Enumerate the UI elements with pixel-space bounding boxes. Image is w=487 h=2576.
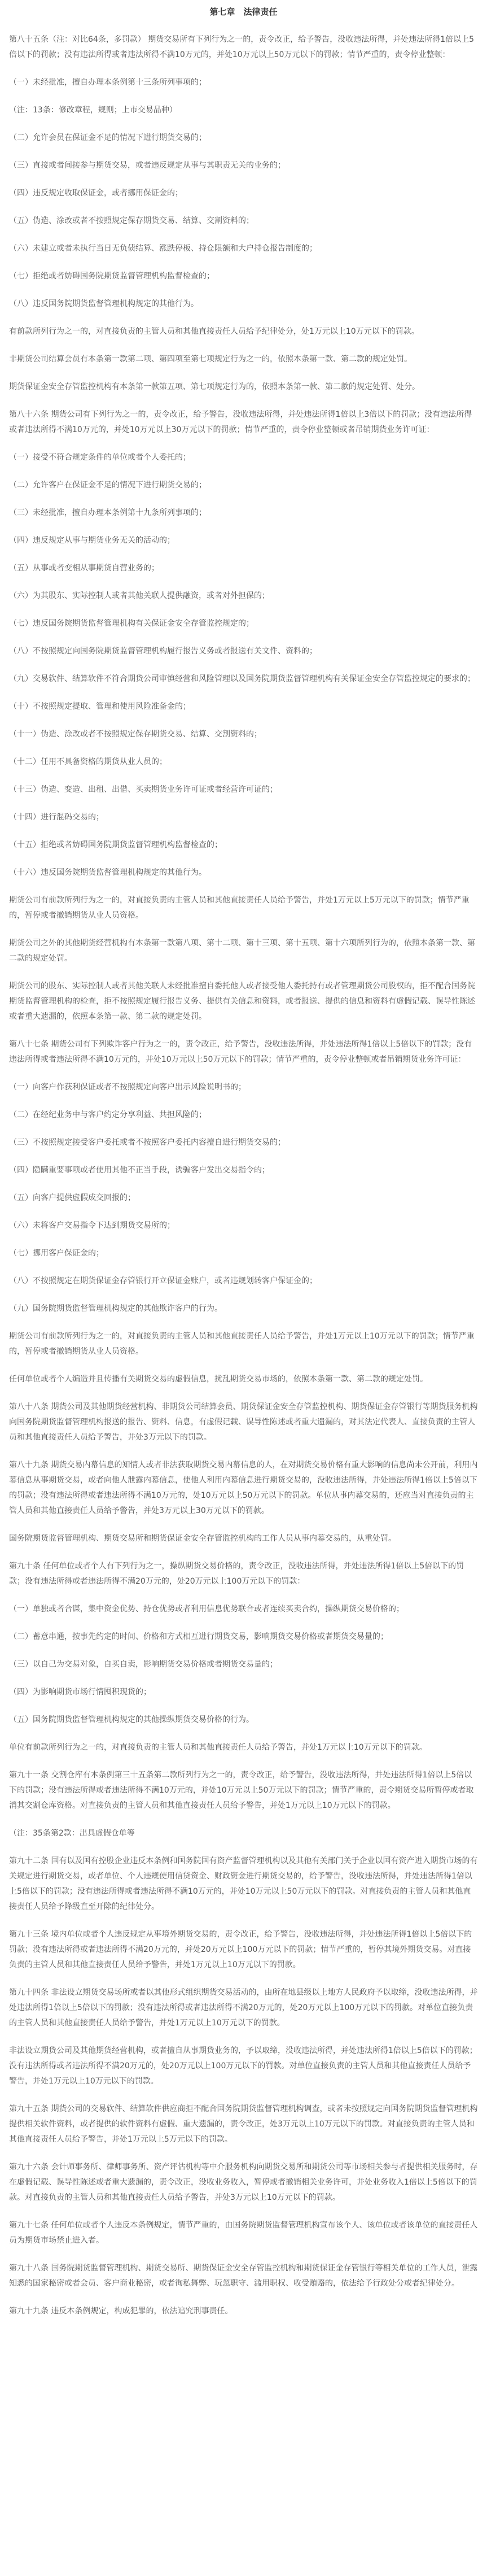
paragraph: （四）隐瞒重要事项或者使用其他不正当手段，诱骗客户发出交易指令的；: [9, 1166, 270, 1175]
document-page: [0, 6, 487, 2319]
paragraph: （一）未经批准，擅自办理本条例第十三条所列事项的；: [9, 78, 207, 87]
paragraph: 期货保证金安全存管监控机构有本条第一款第五项、第七项规定行为的，依照本条第一款、第二款的规定处罚、处分。: [9, 382, 420, 391]
paragraph: 第九十六条 会计师事务所、律师事务所、资产评估机构等中介服务机构向期货交易所和期货公司等市场相关参与者提供相关服务时，存在虚假记载、误导性陈述或者重大遗漏的，责令改正，没收业务收入，暂停或者撤销相关业务许可，并处业务收入1倍以上5倍以下的罚款。对直接负责的主管人员和其他直接责任人员给予警告，并处3万元以上10万元以下的罚款。: [9, 2163, 478, 2202]
paragraph: （六）未将客户交易指令下达到期货交易所的；: [9, 1221, 175, 1230]
paragraph: （七）挪用客户保证金的；: [9, 1249, 104, 1258]
paragraph: 期货公司有前款所列行为之一的，对直接负责的主管人员和其他直接责任人员给予警告，并处1万元以上5万元以下的罚款；情节严重的，暂停或者撤销期货从业人员资格。: [9, 896, 470, 920]
paragraph: 期货公司之外的其他期货经营机构有本条第一款第八项、第十二项、第十三项、第十五项、第十六项所列行为的，依照本条第一款、第二款的规定处罚。: [9, 939, 475, 963]
chapter-title: 第七章 法律责任: [209, 7, 278, 17]
paragraph: 第八十九条 期货交易内幕信息的知情人或者非法获取期货交易内幕信息的人，在对期货交易价格有重大影响的信息尚未公开前，利用内幕信息从事期货交易，或者向他人泄露内幕信息，使他人利用内幕信息进行期货交易的，没收违法所得，并处违法所得1倍以上5倍以下的罚款；没有违法所得或者违法所得不满10万元的，处10万元以上50万元以下的罚款。单位从事内幕交易的，还应当对直接负责的主管人员和其他直接责任人员给予警告，并处3万元以上30万元以下的罚款。: [9, 1461, 478, 1515]
paragraph: 第九十八条 国务院期货监督管理机构、期货交易所、期货保证金安全存管监控机构和期货保证金存管银行等相关单位的工作人员，泄露知悉的国家秘密或者会员、客户商业秘密，或者徇私舞弊、玩忽职守、滥用职权、收受贿赂的，依法给予行政处分或者纪律处分。: [9, 2264, 478, 2288]
paragraph: （六）未建立或者未执行当日无负债结算、涨跌停板、持仓限额和大户持仓报告制度的；: [9, 244, 317, 253]
paragraph: （十三）伪造、变造、出租、出借、买卖期货业务许可证或者经营许可证的；: [9, 785, 278, 794]
paragraph: （二）在经纪业务中与客户约定分享利益、共担风险的；: [9, 1110, 207, 1119]
paragraph: （五）向客户提供虚假成交回报的；: [9, 1193, 135, 1202]
paragraph: 期货公司的股东、实际控制人或者其他关联人未经批准擅自委托他人或者接受他人委托持有或者管理期货公司股权的，拒不配合国务院期货监督管理机构的检查，拒不按照规定履行报告义务、提供有关信息和资料，或者报送、提供的信息和资料有虚假记载、误导性陈述或者重大遗漏的，依照本条第一款、第二款的规定处罚。: [9, 982, 475, 1021]
paragraph: 第八十七条 期货公司有下列欺诈客户行为之一的，责令改正，给予警告，没收违法所得，并处违法所得1倍以上5倍以下的罚款；没有违法所得或者违法所得不满10万元的，并处10万元以上50万元以下的罚款；情节严重的，责令停业整顿或者吊销期货业务许可证：: [9, 1040, 472, 1064]
paragraph: （十一）伪造、涂改或者不按照规定保存期货交易、结算、交割资料的；: [9, 730, 262, 739]
paragraph: （八）不按照规定在期货保证金存管银行开立保证金账户，或者违规划转客户保证金的；: [9, 1276, 317, 1285]
paragraph: 第九十条 任何单位或者个人有下列行为之一，操纵期货交易价格的，责令改正，没收违法所得，并处违法所得1倍以上5倍以下的罚款；没有违法所得或者违法所得不满20万元的，处20万元以上100万元以下的罚款：: [9, 1562, 464, 1586]
paragraph: （十四）进行混码交易的；: [9, 813, 104, 822]
paragraph: （七）违反国务院期货监督管理机构有关保证金安全存管监控规定的；: [9, 619, 254, 628]
paragraph: （八）不按照规定向国务院期货监督管理机构履行报告义务或者报送有关文件、资料的；: [9, 647, 317, 656]
paragraph: （四）为影响期货市场行情囤积现货的；: [9, 1688, 151, 1697]
paragraph: （十二）任用不具备资格的期货从业人员的；: [9, 757, 167, 766]
paragraph: （注：13条：修改章程，规则；上市交易品种）: [9, 106, 177, 115]
paragraph: 第九十一条 交割仓库有本条例第三十五条第二款所列行为之一的，责令改正，给予警告，没收违法所得，并处违法所得1倍以上5倍以下的罚款；没有违法所得或者违法所得不满10万元的，并处10万元以上50万元以下的罚款；情节严重的，责令期货交易所暂停或者取消其交割仓库资格。对直接负责的主管人员和其他直接责任人员给予警告，并处1万元以上10万元以下的罚款。: [9, 1771, 474, 1810]
paragraph: 第九十四条 非法设立期货交易场所或者以其他形式组织期货交易活动的，由所在地县级以上地方人民政府予以取缔，没收违法所得，并处违法所得1倍以上5倍以下的罚款；没有违法所得或者违法所得不满20万元的，处20万元以上100万元以下的罚款。对单位直接负责的主管人员和其他直接责任人员给予警告，并处1万元以上10万元以下的罚款。: [9, 1988, 478, 2028]
paragraph: （三）直接或者间接参与期货交易，或者违反规定从事与其职责无关的业务的；: [9, 161, 286, 170]
paragraph: 第八十六条 期货公司有下列行为之一的，责令改正，给予警告，没收违法所得，并处违法所得1倍以上3倍以下的罚款；没有违法所得或者违法所得不满10万元的，并处10万元以上30万元以下的罚款；情节严重的，责令停业整顿或者吊销期货业务许可证：: [9, 410, 472, 434]
document-body: [0, 32, 487, 2319]
paragraph: 国务院期货监督管理机构、期货交易所和期货保证金安全存管监控机构的工作人员从事内幕交易的，从重处罚。: [9, 1534, 396, 1543]
paragraph: （注：35条第2款：出具虚假仓单等: [9, 1829, 135, 1838]
paragraph: （一）单独或者合谋，集中资金优势、持仓优势或者利用信息优势联合或者连续买卖合约，操纵期货交易价格的；: [9, 1605, 404, 1614]
paragraph: 第九十五条 期货公司的交易软件、结算软件供应商拒不配合国务院期货监督管理机构调查，或者未按照规定向国务院期货监督管理机构提供相关软件资料，或者提供的软件资料有虚假、重大遗漏的，责令改正，处3万元以上10万元以下的罚款。对直接负责的主管人员和其他直接责任人员给予警告，并处1万元以上5万元以下的罚款。: [9, 2104, 478, 2144]
paragraph: （二）允许客户在保证金不足的情况下进行期货交易的；: [9, 481, 207, 490]
paragraph: 第八十八条 期货公司及其他期货经营机构、非期货公司结算会员、期货保证金安全存管监控机构、期货保证金存管银行等期货服务机构向国务院期货监督管理机构报送的报告、资料、信息，有虚假记载、误导性陈述或者重大遗漏的，对其法定代表人、直接负责的主管人员和其他直接责任人员给予警告，并处3万元以下的罚款。: [9, 1402, 478, 1442]
paragraph: （九）交易软件、结算软件不符合期货公司审慎经营和风险管理以及国务院期货监督管理机构有关保证金安全存管监控规定的要求的；: [9, 674, 475, 683]
paragraph: 第九十二条 国有以及国有控股企业违反本条例和国务院国有资产监督管理机构以及其他有关部门关于企业以国有资产进入期货市场的有关规定进行期货交易，或者单位、个人违规使用信贷资金、财政资金进行期货交易的，给予警告，没收违法所得，并处违法所得1倍以上5倍以下的罚款；没有违法所得或者违法所得不满10万元的，并处10万元以上50万元以下的罚款。对直接负责的主管人员和其他直接责任人员给予降级直至开除的纪律处分。: [9, 1856, 478, 1911]
paragraph: （九）国务院期货监督管理机构规定的其他欺诈客户的行为。: [9, 1304, 222, 1313]
paragraph: （三）不按照规定接受客户委托或者不按照客户委托内容擅自进行期货交易的；: [9, 1138, 286, 1147]
paragraph: （四）违反规定收取保证金，或者挪用保证金的；: [9, 189, 183, 198]
paragraph: （一）向客户作获利保证或者不按照规定向客户出示风险说明书的；: [9, 1083, 246, 1092]
paragraph: 非法设立期货公司及其他期货经营机构，或者擅自从事期货业务的，予以取缔，没收违法所得，并处违法所得1倍以上5倍以下的罚款；没有违法所得或者违法所得不满20万元的，处20万元以上100万元以下的罚款。对单位直接负责的主管人员和其他直接责任人员给予警告，并处1万元以上10万元以下的罚款。: [9, 2046, 477, 2086]
paragraph: （八）违反国务院期货监督管理机构规定的其他行为。: [9, 299, 199, 308]
paragraph: （二）蓄意串通，按事先约定的时间、价格和方式相互进行期货交易，影响期货交易价格或者期货交易量的；: [9, 1632, 388, 1641]
paragraph: 非期货公司结算会员有本条第一款第二项、第四项至第七项规定行为之一的，依照本条第一款、第二款的规定处罚。: [9, 355, 412, 364]
paragraph: （二）允许会员在保证金不足的情况下进行期货交易的；: [9, 133, 207, 142]
paragraph: （五）伪造、涂改或者不按照规定保存期货交易、结算、交割资料的；: [9, 216, 254, 225]
paragraph: （十）不按照规定提取、管理和使用风险准备金的；: [9, 702, 191, 711]
paragraph: （一）接受不符合规定条件的单位或者个人委托的；: [9, 453, 191, 462]
paragraph: （七）拒绝或者妨碍国务院期货监督管理机构监督检查的；: [9, 272, 214, 281]
paragraph: （五）从事或者变相从事期货自营业务的；: [9, 564, 159, 573]
paragraph: 有前款所列行为之一的，对直接负责的主管人员和其他直接责任人员给予纪律处分，处1万元以上10万元以下的罚款。: [9, 327, 419, 336]
paragraph: （三）未经批准，擅自办理本条例第十九条所列事项的；: [9, 508, 207, 517]
paragraph: 第九十九条 违反本条例规定，构成犯罪的，依法追究刑事责任。: [9, 2307, 233, 2316]
paragraph: 第九十三条 境内单位或者个人违反规定从事境外期货交易的，责令改正，给予警告，没收违法所得，并处违法所得1倍以上5倍以下的罚款；没有违法所得或者违法所得不满20万元的，并处20万元以上100万元以下的罚款；情节严重的，暂停其境外期货交易。对直接负责的主管人员和其他直接责任人员给予警告，并处1万元以上10万元以下的罚款。: [9, 1930, 472, 1969]
paragraph: 期货公司有前款所列行为之一的，对直接负责的主管人员和其他直接责任人员给予警告，并处1万元以上10万元以下的罚款；情节严重的，暂停或者撤销期货从业人员资格。: [9, 1332, 475, 1356]
paragraph: （三）以自己为交易对象，自买自卖，影响期货交易价格或者期货交易量的；: [9, 1660, 278, 1669]
paragraph: 任何单位或者个人编造并且传播有关期货交易的虚假信息，扰乱期货交易市场的，依照本条第一款、第二款的规定处罚。: [9, 1375, 428, 1384]
paragraph: 单位有前款所列行为之一的，对直接负责的主管人员和其他直接责任人员给予警告，并处1万元以上10万元以下的罚款。: [9, 1743, 427, 1752]
paragraph: 第八十五条（注：对比64条，多罚款） 期货交易所有下列行为之一的，责令改正，给予警告，没收违法所得，并处违法所得1倍以上5倍以下的罚款；没有违法所得或者违法所得不满10万元的，并处10万元以上50万元以下的罚款；情节严重的，责令停业整顿：: [9, 35, 475, 59]
paragraph: （十六）违反国务院期货监督管理机构规定的其他行为。: [9, 868, 207, 877]
paragraph: （六）为其股东、实际控制人或者其他关联人提供融资，或者对外担保的；: [9, 591, 270, 600]
paragraph: （十五）拒绝或者妨碍国务院期货监督管理机构监督检查的；: [9, 840, 222, 849]
paragraph: （五）国务院期货监督管理机构规定的其他操纵期货交易价格的行为。: [9, 1715, 254, 1724]
paragraph: 第九十七条 任何单位或者个人违反本条例规定，情节严重的，由国务院期货监督管理机构宣布该个人、该单位或者该单位的直接责任人员为期货市场禁止进入者。: [9, 2221, 478, 2245]
paragraph: （四）违反规定从事与期货业务无关的活动的；: [9, 536, 175, 545]
